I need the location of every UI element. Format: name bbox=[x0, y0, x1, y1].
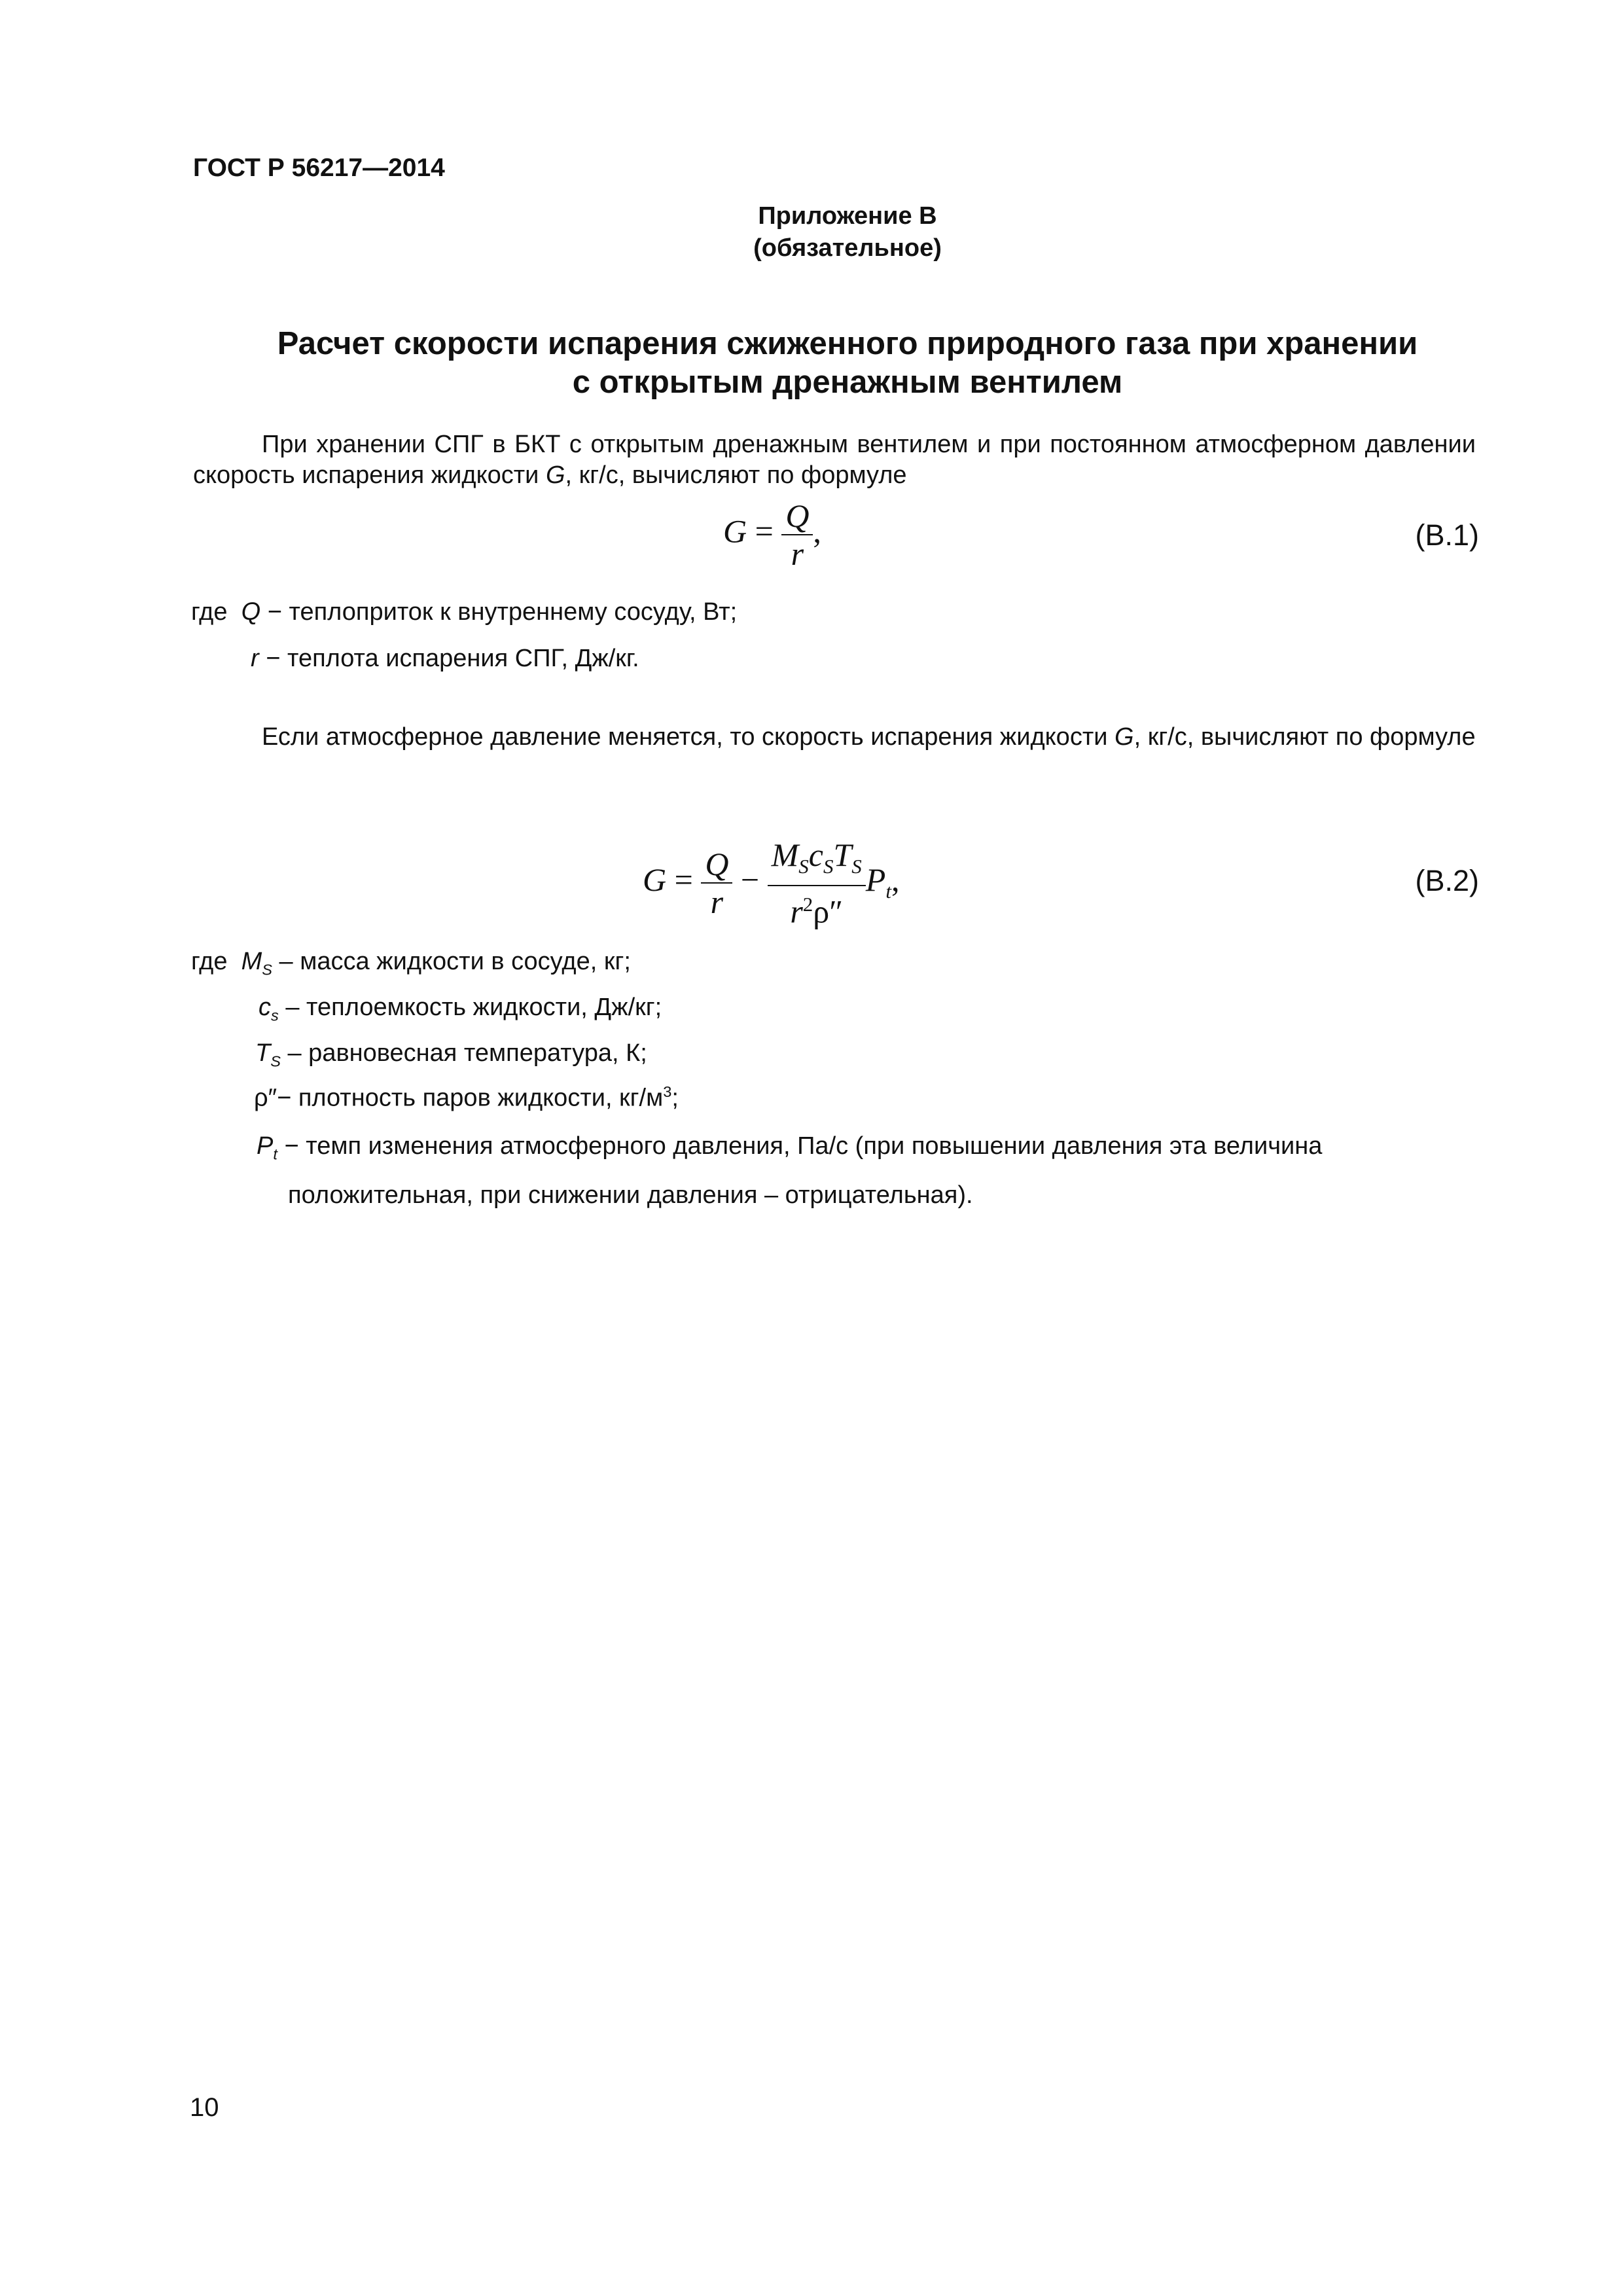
equation-number-b1: (В.1) bbox=[1415, 518, 1479, 552]
paragraph-2: Если атмосферное давление меняется, то скорость испарения жидкости G, кг/с, вычисляют по формуле bbox=[262, 723, 1476, 751]
page-number: 10 bbox=[190, 2093, 219, 2122]
formula-b2: G = $\frac{Q}{r}$ − $\frac{M_Sc_ST_S}{r^2\rho''}$ $P_t$, bbox=[643, 836, 900, 930]
where-item-ts: $T_S$ – равновесная температура, К; bbox=[255, 1039, 647, 1070]
variable-G: G bbox=[1115, 723, 1134, 751]
where-item-ms: где $M_S$ – масса жидкости в сосуде, кг; bbox=[191, 948, 631, 978]
where-item-q: где Q − теплоприток к внутреннему сосуду, Вт; bbox=[191, 598, 738, 626]
where-item-cs: $c_s$ – теплоемкость жидкости, Дж/кг; bbox=[259, 994, 662, 1024]
annex-status: (обязательное) bbox=[753, 234, 942, 262]
where-item-pt-continuation: положительная, при снижении давления – отрицательная). bbox=[288, 1181, 973, 1209]
paragraph-1: При хранении СПГ в БКТ с открытым дренажным вентилем и при постоянном атмосферном давлении скорость испарения жидкости G, кг/с, вычисляют по формуле bbox=[193, 431, 1476, 489]
fraction-q-over-r: $\frac{Q}{r}$ bbox=[701, 846, 732, 920]
fraction-mct-over-r2rho: $\frac{M_Sc_ST_S}{r^2\rho''}$ bbox=[768, 836, 866, 930]
equation-number-b2: (В.2) bbox=[1415, 864, 1479, 897]
standard-designation: ГОСТ Р 56217—2014 bbox=[193, 154, 445, 182]
fraction-q-over-r: $\frac{Q}{r}$ bbox=[781, 497, 813, 572]
annex-title: Приложение В bbox=[758, 202, 937, 230]
section-title-line1: Расчет скорости испарения сжиженного природного газа при хранении bbox=[277, 326, 1418, 361]
where-item-pt: $P_t$ − темп изменения атмосферного давления, Па/с (при повышении давления эта величина bbox=[257, 1132, 1323, 1163]
where-item-r: r − теплота испарения СПГ, Дж/кг. bbox=[251, 645, 639, 672]
variable-G: G bbox=[545, 461, 565, 489]
formula-b1: G = $\frac{Q}{r}$ , bbox=[723, 497, 821, 572]
where-item-rho: ρ″− плотность паров жидкости, $кг/м^3$; bbox=[254, 1083, 679, 1112]
section-title-line2: с открытым дренажным вентилем bbox=[572, 365, 1123, 400]
